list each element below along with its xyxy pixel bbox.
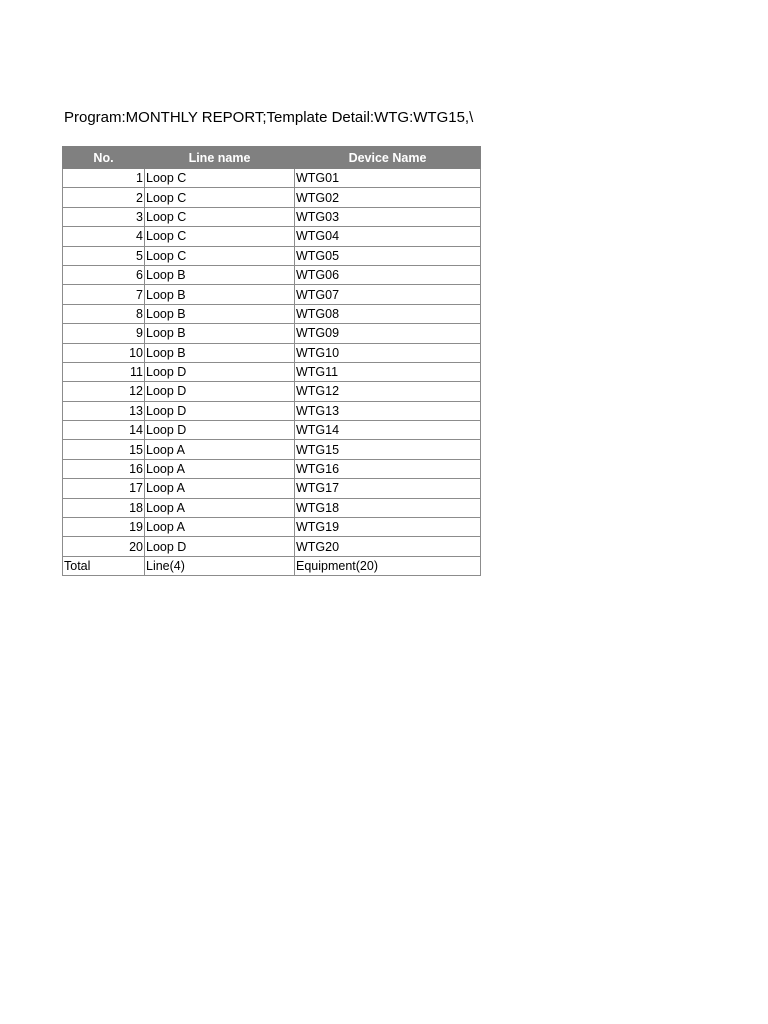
- header-line-name: Line name: [145, 147, 295, 169]
- table-row: [63, 459, 481, 478]
- cell-no: 12: [63, 382, 145, 401]
- cell-line-name: Loop C: [145, 227, 295, 246]
- cell-no: 18: [63, 498, 145, 517]
- cell-no: 7: [63, 285, 145, 304]
- table-row: [63, 188, 481, 207]
- cell-device-name: WTG18: [295, 498, 481, 517]
- cell-line-name: Loop A: [145, 440, 295, 459]
- cell-line-name: Loop B: [145, 265, 295, 284]
- report-title: Program:MONTHLY REPORT;Template Detail:WTG:WTG15,\: [64, 109, 474, 126]
- cell-device-name: WTG16: [295, 459, 481, 478]
- cell-line-name: Loop D: [145, 382, 295, 401]
- cell-no: 15: [63, 440, 145, 459]
- cell-no: 19: [63, 518, 145, 537]
- table-header-row: [63, 147, 481, 169]
- cell-no: 3: [63, 207, 145, 226]
- cell-device-name: WTG14: [295, 421, 481, 440]
- cell-device-name: WTG12: [295, 382, 481, 401]
- cell-line-name: Loop C: [145, 188, 295, 207]
- cell-device-name: WTG10: [295, 343, 481, 362]
- cell-no: 11: [63, 362, 145, 381]
- cell-no: 16: [63, 459, 145, 478]
- total-line-count: Line(4): [145, 556, 295, 575]
- header-device-name: Device Name: [295, 147, 481, 169]
- table-row: [63, 401, 481, 420]
- cell-no: 14: [63, 421, 145, 440]
- table-row: [63, 518, 481, 537]
- table-row: [63, 285, 481, 304]
- cell-no: 2: [63, 188, 145, 207]
- cell-device-name: WTG04: [295, 227, 481, 246]
- cell-no: 17: [63, 479, 145, 498]
- cell-no: 4: [63, 227, 145, 246]
- cell-line-name: Loop C: [145, 169, 295, 188]
- table-row: [63, 440, 481, 459]
- table-row: [63, 343, 481, 362]
- table-row: [63, 421, 481, 440]
- cell-no: 20: [63, 537, 145, 556]
- table-row: [63, 479, 481, 498]
- table-row: [63, 169, 481, 188]
- device-table: [62, 146, 481, 576]
- table-row: [63, 537, 481, 556]
- total-equipment-count: Equipment(20): [295, 556, 481, 575]
- cell-device-name: WTG01: [295, 169, 481, 188]
- total-label: Total: [63, 556, 145, 575]
- cell-device-name: WTG06: [295, 265, 481, 284]
- cell-line-name: Loop C: [145, 207, 295, 226]
- cell-device-name: WTG11: [295, 362, 481, 381]
- table-row: [63, 246, 481, 265]
- cell-line-name: Loop A: [145, 498, 295, 517]
- cell-line-name: Loop C: [145, 246, 295, 265]
- cell-no: 10: [63, 343, 145, 362]
- cell-line-name: Loop D: [145, 537, 295, 556]
- cell-no: 1: [63, 169, 145, 188]
- cell-device-name: WTG15: [295, 440, 481, 459]
- cell-line-name: Loop D: [145, 401, 295, 420]
- cell-device-name: WTG19: [295, 518, 481, 537]
- report-title-container: [64, 108, 481, 130]
- header-no: No.: [63, 147, 145, 169]
- cell-device-name: WTG02: [295, 188, 481, 207]
- cell-no: 6: [63, 265, 145, 284]
- total-row: [63, 556, 481, 575]
- cell-line-name: Loop A: [145, 479, 295, 498]
- cell-line-name: Loop A: [145, 518, 295, 537]
- table-row: [63, 324, 481, 343]
- cell-line-name: Loop B: [145, 324, 295, 343]
- table-row: [63, 227, 481, 246]
- table-row: [63, 304, 481, 323]
- table-body: [63, 169, 481, 557]
- cell-no: 5: [63, 246, 145, 265]
- cell-device-name: WTG17: [295, 479, 481, 498]
- cell-line-name: Loop A: [145, 459, 295, 478]
- table-row: [63, 498, 481, 517]
- cell-device-name: WTG13: [295, 401, 481, 420]
- table-row: [63, 207, 481, 226]
- cell-device-name: WTG05: [295, 246, 481, 265]
- cell-line-name: Loop D: [145, 362, 295, 381]
- cell-device-name: WTG07: [295, 285, 481, 304]
- cell-line-name: Loop B: [145, 304, 295, 323]
- cell-no: 8: [63, 304, 145, 323]
- cell-device-name: WTG08: [295, 304, 481, 323]
- table-row: [63, 382, 481, 401]
- table-row: [63, 265, 481, 284]
- cell-no: 13: [63, 401, 145, 420]
- cell-line-name: Loop B: [145, 285, 295, 304]
- cell-device-name: WTG03: [295, 207, 481, 226]
- cell-no: 9: [63, 324, 145, 343]
- table-row: [63, 362, 481, 381]
- cell-line-name: Loop D: [145, 421, 295, 440]
- cell-device-name: WTG20: [295, 537, 481, 556]
- cell-line-name: Loop B: [145, 343, 295, 362]
- cell-device-name: WTG09: [295, 324, 481, 343]
